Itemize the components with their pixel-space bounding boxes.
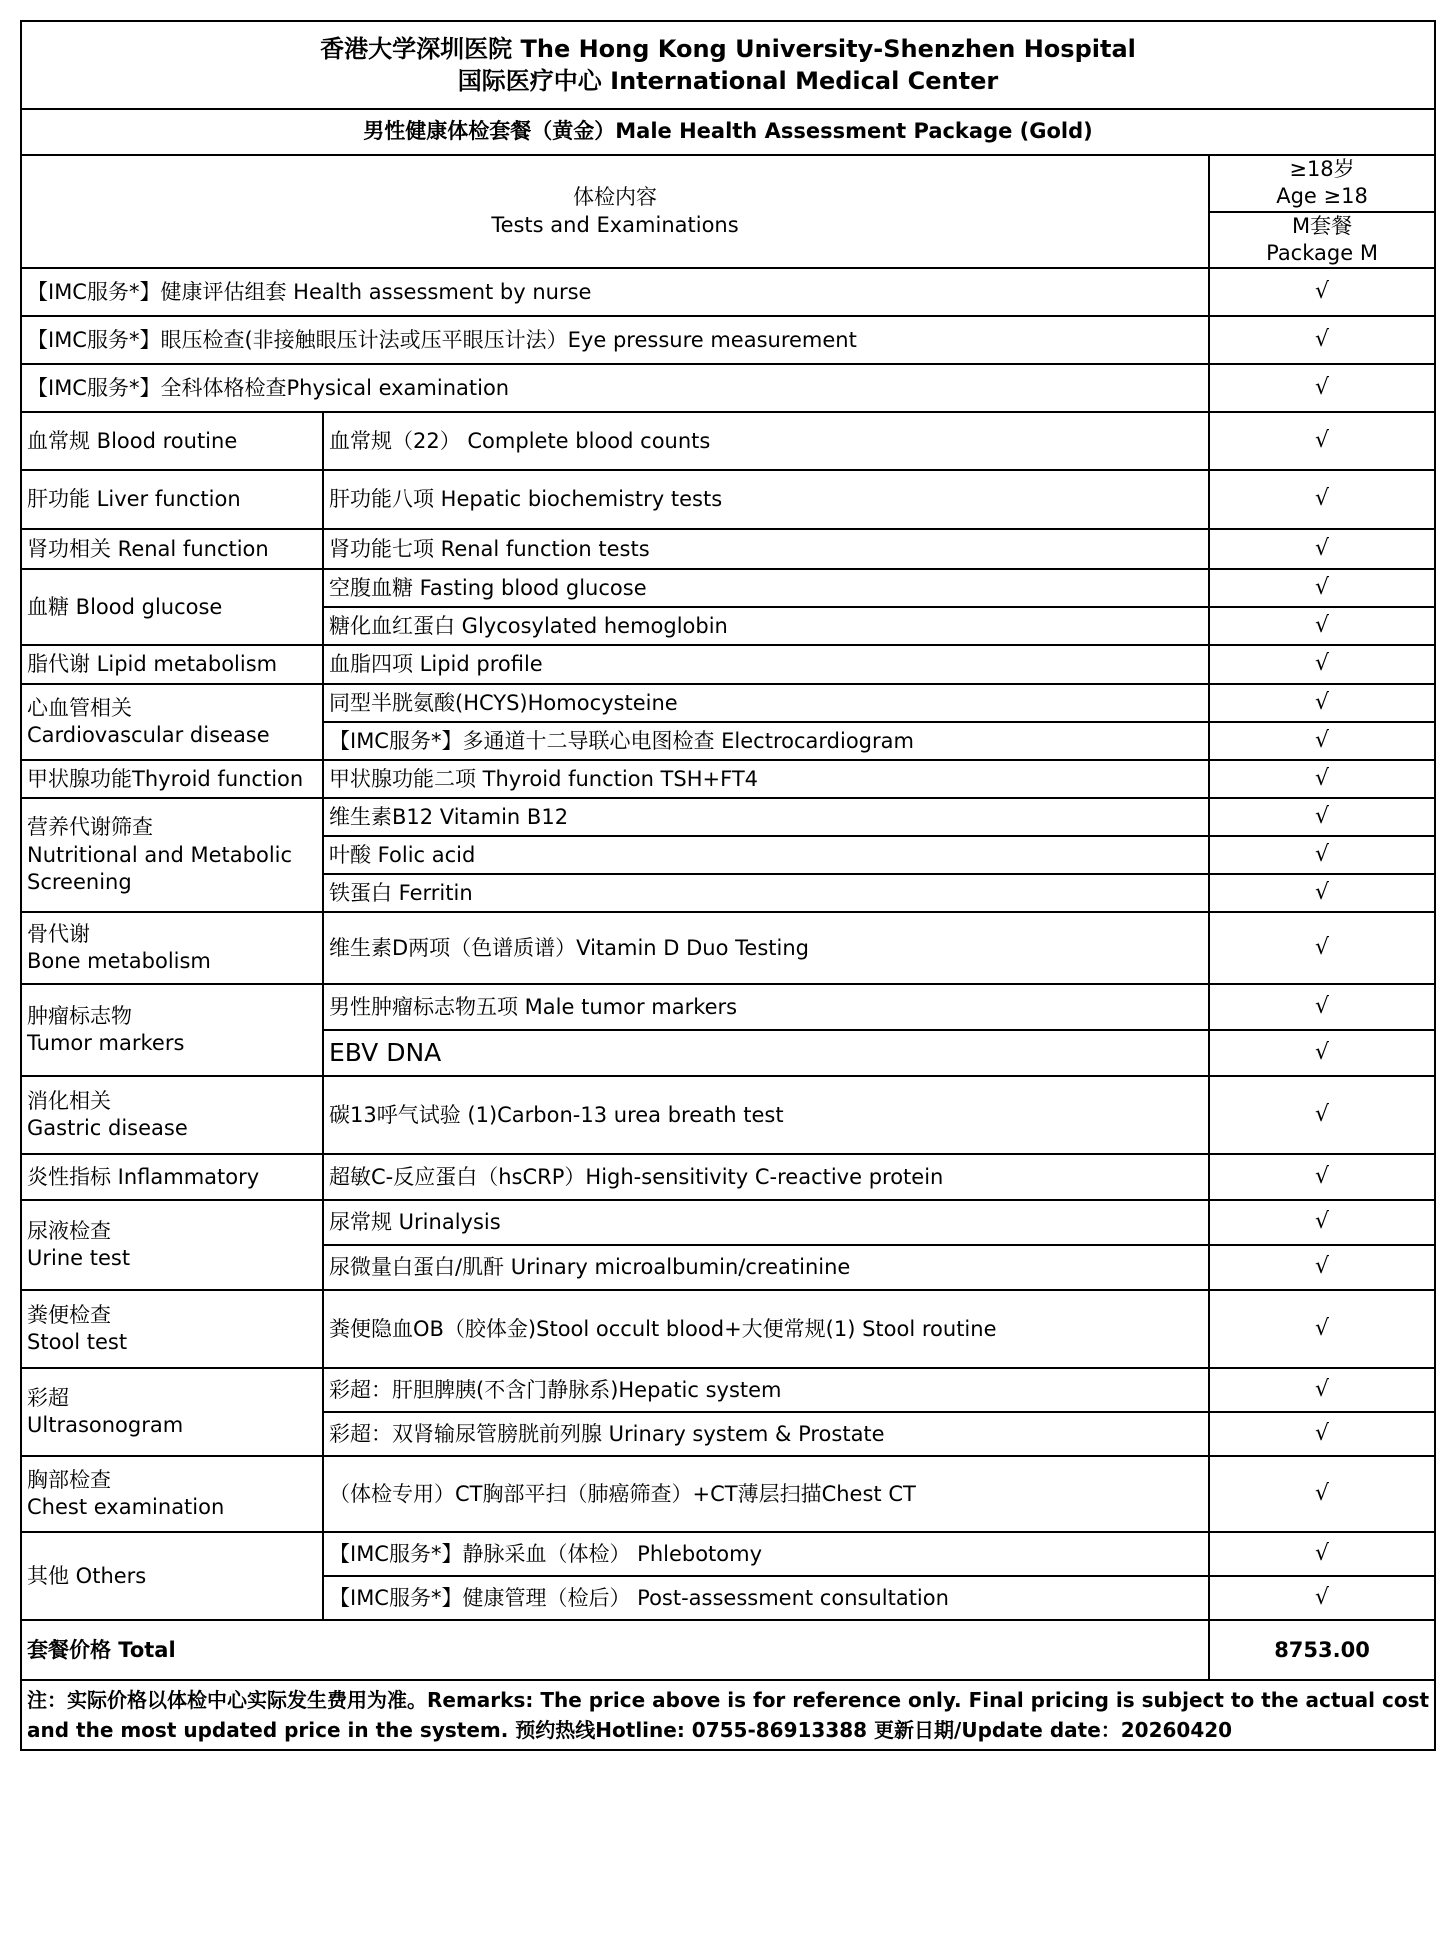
age-column-header <box>1209 155 1435 212</box>
test-item: 男性肿瘤标志物五项 Male tumor markers <box>323 984 1209 1030</box>
table-row <box>21 364 1435 412</box>
check-mark: √ <box>1209 316 1435 364</box>
table-row <box>21 1200 1435 1245</box>
check-mark: √ <box>1209 722 1435 760</box>
check-mark: √ <box>1209 798 1435 836</box>
test-item: 碳13呼气试验 (1)Carbon-13 urea breath test <box>323 1076 1209 1154</box>
category-en: Urine test <box>27 1246 131 1271</box>
check-mark: √ <box>1209 1532 1435 1576</box>
category-en: Nutritional and Metabolic <box>27 842 293 867</box>
remarks-line-1: 注：实际价格以体检中心实际发生费用为准。Remarks: The price above is for reference only. Final pricing is subject to the actual cost <box>27 1688 1430 1713</box>
category-cell <box>21 1076 323 1154</box>
check-mark: √ <box>1209 836 1435 874</box>
category-en: Stool test <box>27 1330 128 1355</box>
test-item: 超敏C-反应蛋白（hsCRP）High-sensitivity C-reactive protein <box>323 1154 1209 1200</box>
category-cn: 彩超 <box>27 1385 69 1410</box>
test-item: 彩超：双肾输尿管膀胱前列腺 Urinary system & Prostate <box>323 1412 1209 1456</box>
table-row <box>21 316 1435 364</box>
category-cell: 肝功能 Liver function <box>21 470 323 529</box>
test-item: 粪便隐血OB（胶体金)Stool occult blood+大便常规(1) Stool routine <box>323 1290 1209 1368</box>
test-item: 尿常规 Urinalysis <box>323 1200 1209 1245</box>
remarks-line-2: and the most updated price in the system. 预约热线Hotline: 0755-86913388 更新日期/Update date：20260420 <box>27 1718 1233 1743</box>
table-row <box>21 684 1435 722</box>
check-mark: √ <box>1209 364 1435 412</box>
table-row <box>21 1076 1435 1154</box>
category-cn: 肿瘤标志物 <box>27 1003 132 1028</box>
test-item: 【IMC服务*】多通道十二导联心电图检查 Electrocardiogram <box>323 722 1209 760</box>
total-label: 套餐价格 Total <box>21 1620 1209 1680</box>
tests-header-en: Tests and Examinations <box>491 212 739 237</box>
check-mark: √ <box>1209 412 1435 470</box>
table-row <box>21 984 1435 1030</box>
category-cn: 骨代谢 <box>27 921 90 946</box>
test-item: 空腹血糖 Fasting blood glucose <box>323 569 1209 607</box>
check-mark: √ <box>1209 607 1435 645</box>
test-item: 血常规（22） Complete blood counts <box>323 412 1209 470</box>
table-row <box>21 529 1435 569</box>
table-row <box>21 268 1435 316</box>
check-mark: √ <box>1209 645 1435 684</box>
category-cell: 肾功相关 Renal function <box>21 529 323 569</box>
category-cn: 消化相关 <box>27 1088 111 1113</box>
total-row <box>21 1620 1435 1680</box>
test-item: 铁蛋白 Ferritin <box>323 874 1209 912</box>
category-cell <box>21 1200 323 1290</box>
check-mark: √ <box>1209 529 1435 569</box>
remarks-note <box>21 1680 1435 1750</box>
hospital-title <box>21 21 1435 109</box>
test-item: 糖化血红蛋白 Glycosylated hemoglobin <box>323 607 1209 645</box>
category-en: Tumor markers <box>27 1031 185 1056</box>
check-mark: √ <box>1209 1076 1435 1154</box>
category-cell <box>21 984 323 1076</box>
category-cell <box>21 1290 323 1368</box>
category-cell: 血糖 Blood glucose <box>21 569 323 645</box>
center-name: 国际医疗中心 International Medical Center <box>457 67 999 95</box>
category-cn: 心血管相关 <box>27 695 132 720</box>
test-item: 肝功能八项 Hepatic biochemistry tests <box>323 470 1209 529</box>
table-row <box>21 1532 1435 1576</box>
table-row <box>21 1154 1435 1200</box>
package-header-en: Package M <box>1266 240 1378 265</box>
service-item: 【IMC服务*】全科体格检查Physical examination <box>21 364 1209 412</box>
test-item: 叶酸 Folic acid <box>323 836 1209 874</box>
table-row <box>21 1368 1435 1412</box>
service-item: 【IMC服务*】健康评估组套 Health assessment by nurse <box>21 268 1209 316</box>
test-item: 【IMC服务*】静脉采血（体检） Phlebotomy <box>323 1532 1209 1576</box>
table-row <box>21 1290 1435 1368</box>
check-mark: √ <box>1209 1290 1435 1368</box>
check-mark: √ <box>1209 1030 1435 1076</box>
test-item: 血脂四项 Lipid profile <box>323 645 1209 684</box>
category-en: Gastric disease <box>27 1116 188 1141</box>
category-cell: 血常规 Blood routine <box>21 412 323 470</box>
total-price: 8753.00 <box>1209 1620 1435 1680</box>
table-row <box>21 645 1435 684</box>
test-item: 【IMC服务*】健康管理（检后） Post-assessment consultation <box>323 1576 1209 1620</box>
test-item: 同型半胱氨酸(HCYS)Homocysteine <box>323 684 1209 722</box>
table-row <box>21 798 1435 836</box>
test-item: 肾功能七项 Renal function tests <box>323 529 1209 569</box>
check-mark: √ <box>1209 470 1435 529</box>
category-cn: 胸部检查 <box>27 1467 111 1492</box>
price-sheet <box>20 20 1434 1751</box>
check-mark: √ <box>1209 1456 1435 1532</box>
tests-header-cn: 体检内容 <box>573 185 657 210</box>
category-cn: 尿液检查 <box>27 1218 111 1243</box>
check-mark: √ <box>1209 912 1435 984</box>
package-column-header <box>1209 212 1435 269</box>
check-mark: √ <box>1209 1576 1435 1620</box>
check-mark: √ <box>1209 1154 1435 1200</box>
tests-column-header <box>21 155 1209 268</box>
package-title: 男性健康体检套餐（黄金）Male Health Assessment Package (Gold) <box>21 109 1435 155</box>
test-item: 维生素B12 Vitamin B12 <box>323 798 1209 836</box>
category-en: Cardiovascular disease <box>27 723 270 748</box>
category-cn: 营养代谢筛查 <box>27 815 153 840</box>
category-en: Bone metabolism <box>27 949 211 974</box>
age-header-cn: ≥18岁 <box>1289 157 1355 181</box>
category-cell <box>21 1456 323 1532</box>
category-cell <box>21 912 323 984</box>
table-row <box>21 912 1435 984</box>
check-mark: √ <box>1209 268 1435 316</box>
check-mark: √ <box>1209 569 1435 607</box>
category-en: Ultrasonogram <box>27 1413 184 1438</box>
age-header-en: Age ≥18 <box>1276 184 1368 209</box>
category-cell: 其他 Others <box>21 1532 323 1620</box>
test-item: 尿微量白蛋白/肌酐 Urinary microalbumin/creatinine <box>323 1245 1209 1290</box>
check-mark: √ <box>1209 1412 1435 1456</box>
category-en-cont: Screening <box>27 869 132 894</box>
check-mark: √ <box>1209 684 1435 722</box>
check-mark: √ <box>1209 984 1435 1030</box>
remarks-row <box>21 1680 1435 1750</box>
category-cell: 脂代谢 Lipid metabolism <box>21 645 323 684</box>
table-row <box>21 412 1435 470</box>
table-row <box>21 1456 1435 1532</box>
package-table <box>20 20 1436 1751</box>
test-item: EBV DNA <box>323 1030 1209 1076</box>
hospital-name: 香港大学深圳医院 The Hong Kong University-Shenzhen Hospital <box>320 34 1136 63</box>
category-cell <box>21 684 323 760</box>
check-mark: √ <box>1209 874 1435 912</box>
package-header-cn: M套餐 <box>1291 213 1353 238</box>
check-mark: √ <box>1209 1368 1435 1412</box>
test-item: （体检专用）CT胸部平扫（肺癌筛查）+CT薄层扫描Chest CT <box>323 1456 1209 1532</box>
check-mark: √ <box>1209 760 1435 798</box>
check-mark: √ <box>1209 1245 1435 1290</box>
test-item: 甲状腺功能二项 Thyroid function TSH+FT4 <box>323 760 1209 798</box>
category-en: Chest examination <box>27 1495 225 1520</box>
table-row <box>21 470 1435 529</box>
service-item: 【IMC服务*】眼压检查(非接触眼压计法或压平眼压计法）Eye pressure measurement <box>21 316 1209 364</box>
category-cell <box>21 1368 323 1456</box>
test-item: 维生素D两项（色谱质谱）Vitamin D Duo Testing <box>323 912 1209 984</box>
table-row <box>21 569 1435 607</box>
category-cn: 粪便检查 <box>27 1302 111 1327</box>
check-mark: √ <box>1209 1200 1435 1245</box>
category-cell: 炎性指标 Inflammatory <box>21 1154 323 1200</box>
category-cell <box>21 798 323 912</box>
table-row <box>21 760 1435 798</box>
category-cell: 甲状腺功能Thyroid function <box>21 760 323 798</box>
test-item: 彩超：肝胆脾胰(不含门静脉系)Hepatic system <box>323 1368 1209 1412</box>
